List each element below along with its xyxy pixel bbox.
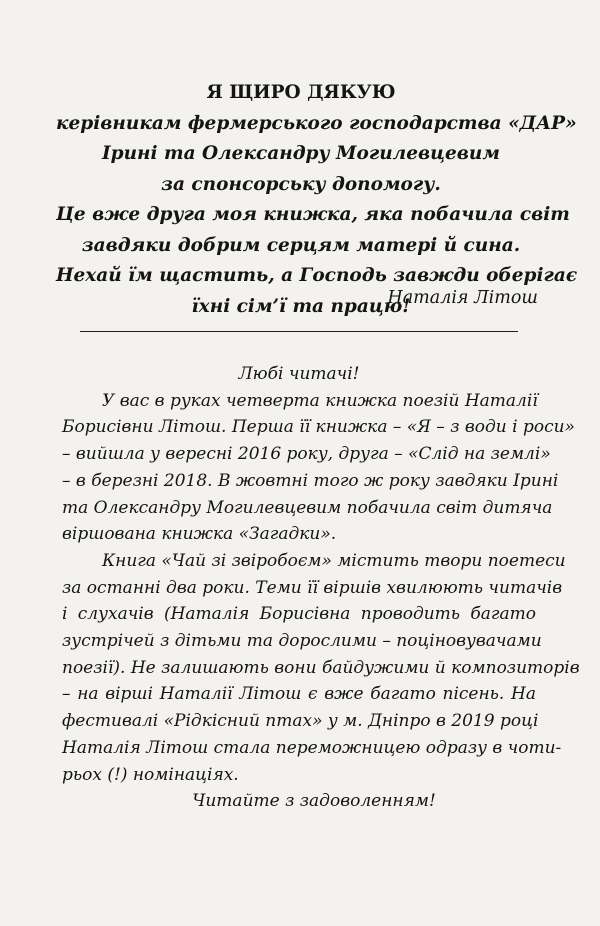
letter-line: – на вірші Наталії Літош є вже багато пісень. На [62,684,536,705]
letter-line: Книга «Чай зі звіробоєм» містить твори поетеси [102,550,566,571]
reader-letter [62,361,580,815]
letter-greeting: Любі читачі! [238,364,360,384]
acknowledgment-heading: Я ЩИРО ДЯКУЮ [206,82,396,103]
letter-line: зустрічей з дітьми та дорослими – поціновувачами [62,631,542,652]
letter-line: та Олександру Могилевцевим побачила світ дитяча [62,497,553,518]
letter-line: поезії). Не залишають вони байдужими й композиторів [62,657,580,678]
acknowledgment-line: Нехай їм щастить, а Господь завжди оберігає [56,265,578,286]
letter-line: і слухачів (Наталія Борисівна проводить багато [62,604,536,625]
letter-line: У вас в руках четверта книжка поезій Наталії [102,390,538,411]
acknowledgment-line: Ірині та Олександру Могилевцевим [102,143,500,164]
letter-body [62,388,580,789]
section-divider [80,331,518,332]
acknowledgment-line: за спонсорську допомогу. [161,173,441,195]
letter-line: віршована книжка «Загадки». [62,524,337,545]
letter-line: – вийшла у вересні 2016 року, друга – «Слід на землі» [62,444,551,465]
letter-line: фестивалі «Рідкісний птах» у м. Дніпро в 2019 році [62,711,539,732]
letter-line: – в березні 2018. В жовтні того ж року завдяки Ірині [62,470,559,491]
author-signature: Наталія Літош [387,288,538,308]
letter-closing: Читайте з задоволенням! [192,791,436,812]
acknowledgment-line: завдяки добрим серцям матері й сина. [81,234,521,256]
letter-line: Наталія Літош стала переможницею одразу в чоти- [62,737,562,758]
acknowledgment-line: їхні сім’ї та працю! [191,295,411,317]
letter-line: Борисівни Літош. Перша її книжка – «Я – з води і роси» [62,417,575,438]
acknowledgment-line: керівникам фермерського господарства «ДАР» [56,112,577,134]
letter-line: за останні два роки. Теми її віршів хвилюють читачів [62,577,563,598]
acknowledgment-line: Це вже друга моя книжка, яка побачила світ [56,204,570,225]
letter-line: рьох (!) номінаціях. [62,764,239,785]
